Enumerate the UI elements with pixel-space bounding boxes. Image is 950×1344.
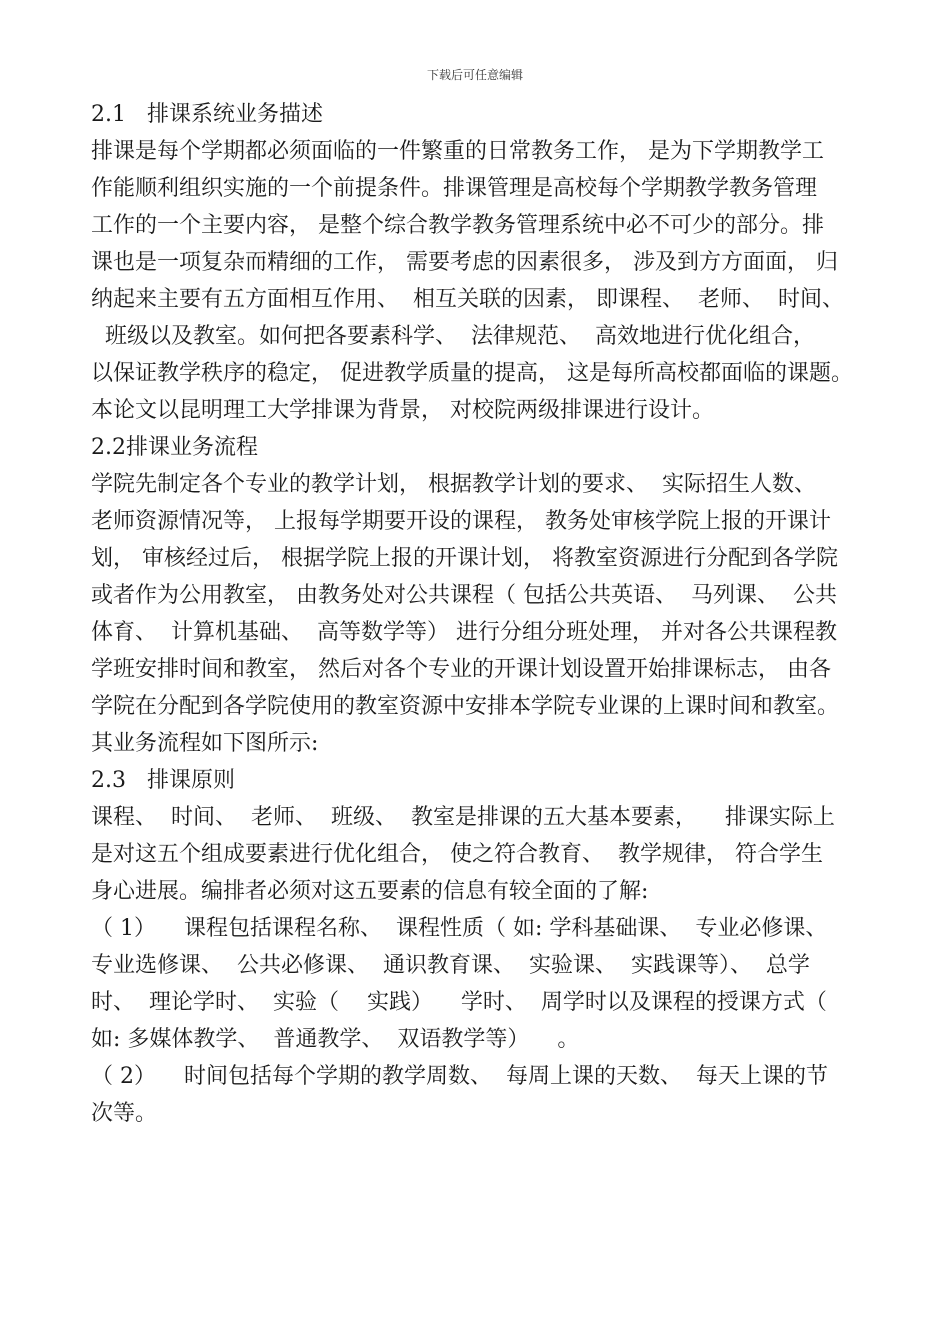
paragraph-line: 身心进展。编排者必须对这五要素的信息有较全面的了解: <box>91 879 649 904</box>
page-header: 下载后可任意编辑 <box>426 68 523 82</box>
paragraph-line: 作能顺利组织实施的一个前提条件。排课管理是高校每个学期教学教务管理 <box>91 176 818 201</box>
paragraph-line: 划， 审核经过后， 根据学院上报的开课计划， 将教室资源进行分配到各学院 <box>91 546 838 571</box>
paragraph-line: 其业务流程如下图所示: <box>91 731 319 756</box>
paragraph-line: 工作的一个主要内容， 是整个综合教学教务管理系统中必不可少的部分。排 <box>91 213 824 238</box>
paragraph-line: 课也是一项复杂而精细的工作， 需要考虑的因素很多， 涉及到方方面面， 归 <box>91 250 838 275</box>
list-item-line: 专业选修课、 公共必修课、 通识教育课、 实验课、 实践课等）、 总学 <box>91 953 810 978</box>
paragraph-line: 排课是每个学期都必须面临的一件繁重的日常教务工作， 是为下学期教学工 <box>91 139 824 164</box>
paragraph-line: 本论文以昆明理工大学排课为背景， 对校院两级排课进行设计。 <box>91 398 714 423</box>
paragraph-line: 老师资源情况等， 上报每学期要开设的课程， 教务处审核学院上报的开课计 <box>91 509 831 534</box>
paragraph-line: 体育、 计算机基础、 高等数学等） 进行分组分班处理， 并对各公共课程教 <box>91 620 837 645</box>
paragraph-line: 课程、 时间、 老师、 班级、 教室是排课的五大基本要素， 排课实际上 <box>91 805 835 830</box>
paragraph-line: 学班安排时间和教室， 然后对各个专业的开课计划设置开始排课标志， 由各 <box>91 657 831 682</box>
list-item-line: 次等。 <box>91 1101 158 1126</box>
paragraph-line: 学院先制定各个专业的教学计划， 根据教学计划的要求、 实际招生人数、 <box>91 472 816 497</box>
paragraph-line: 以保证教学秩序的稳定， 促进教学质量的提高， 这是每所高校都面临的课题。 <box>91 361 853 386</box>
list-item-line: 如: 多媒体教学、 普通教学、 双语教学等） 。 <box>91 1027 580 1052</box>
paragraph-line: 学院在分配到各学院使用的教室资源中安排本学院专业课的上课时间和教室。 <box>91 694 840 719</box>
paragraph-line: 或者作为公用教室， 由教务处对公共课程（ 包括公共英语、 马列课、 公共 <box>91 583 837 608</box>
list-item-line: （ 2） 时间包括每个学期的教学周数、 每周上课的天数、 每天上课的节 <box>91 1064 828 1089</box>
list-item-line: 时、 理论学时、 实验（ 实践） 学时、 周学时以及课程的授课方式（ <box>91 990 827 1015</box>
paragraph-line: 班级以及教室。如何把各要素科学、 法律规范、 高效地进行优化组合， <box>91 324 815 349</box>
section-heading-2-3: 2.3 排课原则 <box>91 768 235 793</box>
section-heading-2-1: 2.1 排课系统业务描述 <box>91 102 323 127</box>
section-heading-2-2: 2.2排课业务流程 <box>91 435 258 460</box>
document-body <box>91 96 881 1132</box>
paragraph-line: 纳起来主要有五方面相互作用、 相互关联的因素， 即课程、 老师、 时间、 <box>91 287 844 312</box>
paragraph-line: 是对这五个组成要素进行优化组合， 使之符合教育、 教学规律， 符合学生 <box>91 842 823 867</box>
list-item-line: （ 1） 课程包括课程名称、 课程性质（ 如: 学科基础课、 专业必修课、 <box>91 916 828 941</box>
